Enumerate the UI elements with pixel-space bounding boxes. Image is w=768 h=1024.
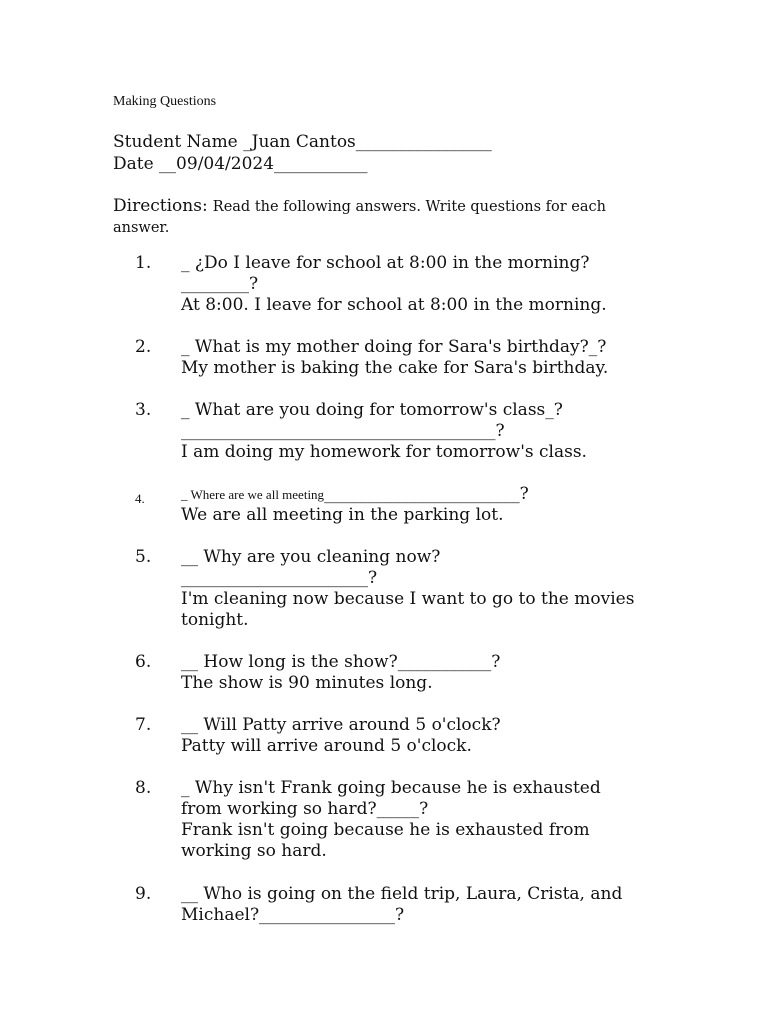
question-text: from working so hard?_____? [181,799,429,819]
question-body [181,778,661,862]
question-text: _ What are you doing for tomorrow's class_? [181,400,563,420]
question-body [181,337,661,379]
question-text: _ Why isn't Frank going because he is exhausted [181,778,601,798]
question-number: 9. [135,884,152,904]
question-number: 1. [135,253,152,273]
question-text [181,484,661,505]
question-text: ________? [181,274,259,294]
question-body [181,652,661,694]
question-text: _ What is my mother doing for Sara's birthday?_? [181,337,607,357]
answer-text: Patty will arrive around 5 o'clock. [181,736,472,756]
date-line: Date __09/04/2024___________ [113,154,368,174]
question-blank: _______________________? [324,484,529,504]
answer-text: My mother is baking the cake for Sara's birthday. [181,358,609,378]
question-number: 2. [135,337,152,357]
question-body [181,484,661,526]
answer-text: At 8:00. I leave for school at 8:00 in the morning. [181,295,607,315]
question-body [181,400,661,463]
question-text: _____________________________________? [181,421,505,441]
directions [113,196,653,238]
question-body [181,547,661,631]
question-body [181,715,661,757]
question-text-small: _ Where are we all meeting [181,487,325,502]
student-name-line: Student Name _Juan Cantos________________ [113,132,492,152]
worksheet-title: Making Questions [113,94,217,109]
answer-text: I am doing my homework for tomorrow's class. [181,442,587,462]
answer-text: We are all meeting in the parking lot. [181,505,504,525]
question-body [181,884,661,926]
question-text: __ Why are you cleaning now? [181,547,441,567]
answer-text: Frank isn't going because he is exhausted from working so hard. [181,820,590,861]
answer-text: The show is 90 minutes long. [181,673,433,693]
question-number: 6. [135,652,152,672]
question-text: __ How long is the show?___________? [181,652,501,672]
question-text: Michael?________________? [181,905,405,925]
question-text: ______________________? [181,568,378,588]
question-text: __ Will Patty arrive around 5 o'clock? [181,715,501,735]
question-number: 8. [135,778,152,798]
question-number: 3. [135,400,152,420]
question-number: 4. [135,491,145,506]
question-number: 7. [135,715,152,735]
question-number: 5. [135,547,152,567]
question-text: _ ¿Do I leave for school at 8:00 in the morning? [181,253,590,273]
directions-label: Directions: [113,196,208,216]
question-body [181,253,661,316]
question-text: __ Who is going on the field trip, Laura, Crista, and [181,884,623,904]
answer-text: I'm cleaning now because I want to go to the movies tonight. [181,589,635,630]
directions-text: Read the following answers. Write questions for each answer. [113,199,606,236]
